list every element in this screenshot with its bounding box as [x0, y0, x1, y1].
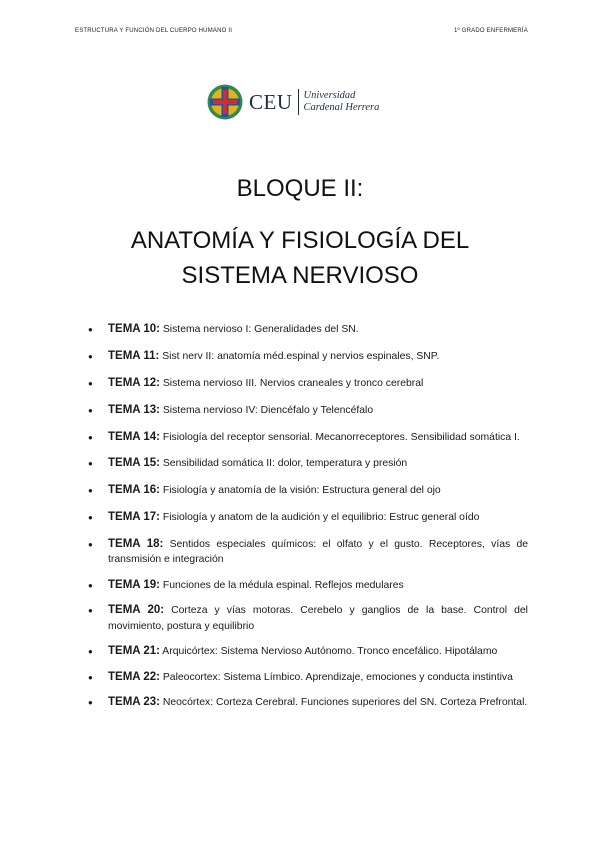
topic-item — [88, 603, 528, 634]
topic-text: Fisiología del receptor sensorial. Mecanorreceptores. Sensibilidad somática I. — [159, 432, 520, 443]
university-logo — [207, 84, 379, 120]
topic-label: TEMA 20: — [108, 604, 165, 616]
title-line3: SISTEMA NERVIOSO — [181, 262, 419, 289]
topic-label: TEMA 15: — [108, 456, 160, 469]
logo-acronym: CEU — [249, 89, 293, 114]
topic-label: TEMA 21: — [108, 645, 160, 657]
topic-label: TEMA 18: — [108, 537, 164, 550]
topic-item — [88, 456, 528, 472]
topic-item — [88, 483, 528, 499]
header-degree: 1º GRADO ENFERMERÍA — [453, 28, 528, 34]
topic-item — [88, 349, 528, 365]
topic-label: TEMA 17: — [108, 510, 160, 523]
topic-label: TEMA 10: — [108, 323, 160, 335]
logo-name-line1: Universidad — [303, 90, 356, 101]
topic-text: Paleocortex: Sistema Límbico. Aprendizaje, emociones y conducta instintiva — [159, 671, 513, 683]
topic-item — [88, 537, 528, 568]
topic-label: TEMA 19: — [108, 578, 160, 591]
topic-text: Neocórtex: Corteza Cerebral. Funciones superiores del SN. Corteza Prefrontal. — [159, 697, 528, 708]
topic-text: Fisiología y anatom de la audición y el equilibrio: Estruc general oído — [159, 511, 480, 523]
logo-university-name — [304, 90, 380, 114]
topic-label: TEMA 12: — [108, 377, 160, 389]
ceu-seal-icon — [207, 84, 243, 120]
topic-label: TEMA 16: — [108, 483, 160, 496]
topic-text: Arquicórtex: Sistema Nervioso Autónomo. Tronco encefálico. Hipotálamo — [159, 646, 498, 657]
topic-item — [88, 376, 528, 392]
topic-item — [88, 695, 528, 711]
title-line1: BLOQUE II: — [236, 175, 364, 202]
topic-text: Sensibilidad somática II: dolor, temperatura y presión — [159, 457, 408, 469]
topic-label: TEMA 22: — [108, 670, 160, 683]
topic-label: TEMA 23: — [108, 696, 160, 708]
topic-list — [88, 322, 528, 711]
logo-divider — [298, 89, 299, 115]
topic-text: Funciones de la médula espinal. Reflejos medulares — [159, 579, 404, 591]
topic-item — [88, 670, 528, 686]
topic-item — [88, 510, 528, 526]
topic-item — [88, 578, 528, 594]
header-course: ESTRUCTURA Y FUNCIÓN DEL CUERPO HUMANO II — [75, 28, 233, 34]
topic-text: Sentidos especiales químicos: el olfato y el gusto. Receptores, vías de transmisión e integración — [108, 538, 528, 565]
topic-item — [88, 322, 528, 338]
topic-label: TEMA 11: — [108, 350, 160, 362]
topic-text: Sistema nervioso III. Nervios craneales y tronco cerebral — [159, 378, 424, 389]
topic-label: TEMA 14: — [108, 431, 160, 443]
logo-name-line2: Cardenal Herrera — [303, 102, 380, 113]
topic-item — [88, 644, 528, 660]
topic-text: Sist nerv II: anatomía méd.espinal y nervios espinales, SNP. — [159, 351, 440, 362]
topic-text: Sistema nervioso IV: Diencéfalo y Telencéfalo — [159, 405, 374, 416]
topic-text: Fisiología y anatomía de la visión: Estructura general del ojo — [159, 484, 441, 496]
topic-item — [88, 403, 528, 419]
page-title — [0, 171, 600, 293]
title-line2: ANATOMÍA Y FISIOLOGÍA DEL — [130, 227, 470, 254]
topic-label: TEMA 13: — [108, 404, 160, 416]
topic-text: Corteza y vías motoras. Cerebelo y ganglios de la base. Control del movimiento, postura y equilibrio — [108, 605, 528, 632]
topic-item — [88, 430, 528, 446]
page-header — [75, 28, 528, 34]
topic-text: Sistema nervioso I: Generalidades del SN. — [159, 324, 359, 335]
